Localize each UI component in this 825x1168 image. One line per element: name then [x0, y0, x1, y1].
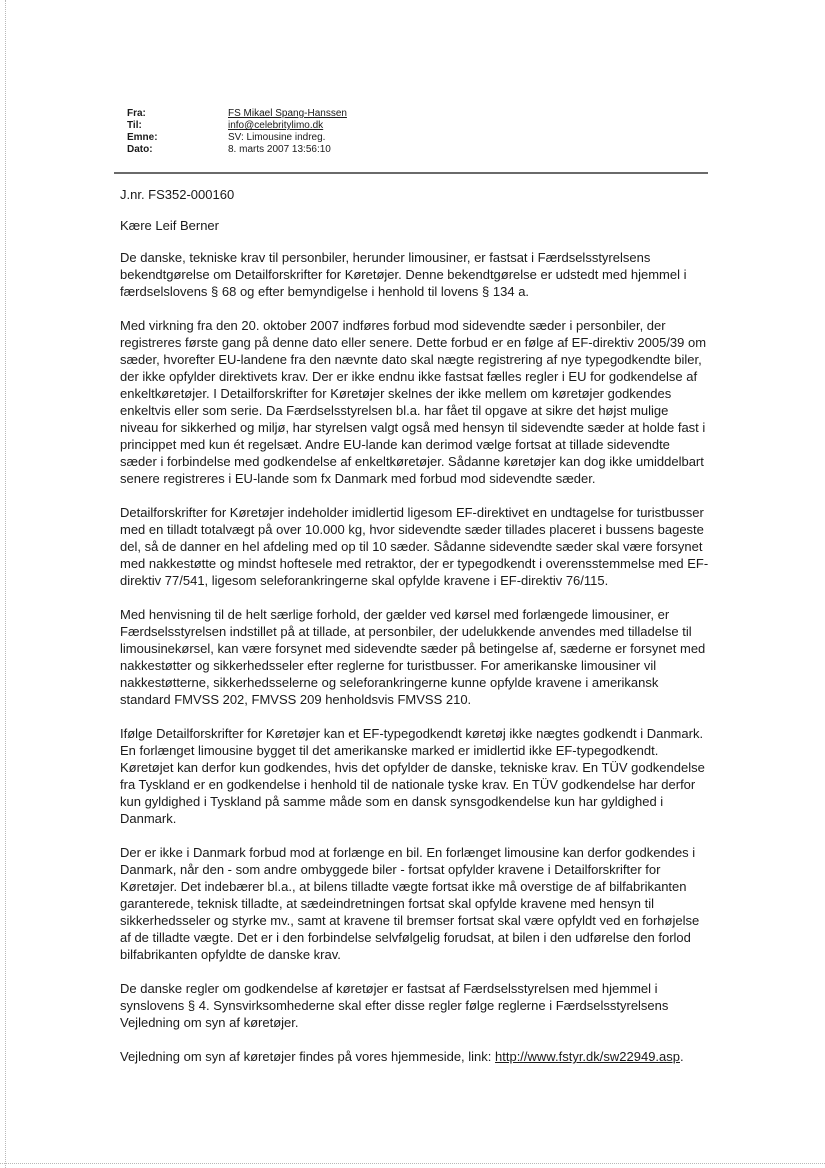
header-value-subject: SV: Limousine indreg.	[228, 132, 326, 143]
letter-body	[120, 186, 710, 1082]
paragraph-1: De danske, tekniske krav til personbiler, herunder limousiner, er fastsat i Færdselsstyrelsens bekendtgørelse om Detailforskrifter for Køretøjer. Denne bekendtgørelse er udstedt med hjemmel i færdselslovens § 68 og efter bemyndigelse i henhold til lovens § 134 a.	[120, 250, 687, 299]
closing-period: .	[680, 1049, 684, 1064]
header-value-from[interactable]: FS Mikael Spang-Hanssen	[228, 108, 347, 119]
header-value-date: 8. marts 2007 13:56:10	[228, 144, 331, 155]
paragraph-7: De danske regler om godkendelse af køretøjer er fastsat af Færdselsstyrelsen med hjemmel i synslovens § 4. Synsvirksomhederne skal efter disse regler følge reglerne i Færdselsstyrelsens Vejledning om syn af køretøjer.	[120, 981, 669, 1030]
greeting: Kære Leif Berner	[120, 218, 219, 233]
header-row-date	[127, 144, 347, 156]
paragraph-6: Der er ikke i Danmark forbud mod at forlænge en bil. En forlænget limousine kan derfor godkendes i Danmark, når den - som andre ombyggede biler - fortsat opfylder kravene i Detailforskrifter for Køretøjer. Det indebærer bl.a., at bilens tilladte vægte fortsat ikke må overstige de af bilfabrikanten garanterede, teknisk tilladte, at sædeindretningen fortsat skal opfylde kravene med hensyn til sikkerhedsseler og styrke mv., samt at kravene til bremser fortsat skal være opfyldt ved en forhøjelse af de tilladte vægte. Det er i den forbindelse selvfølgelig forudsat, at bilen i den udførelse den forlod bilfabrikanten opfyldte de danske krav.	[120, 845, 700, 962]
reference-number: J.nr. FS352-000160	[120, 187, 235, 202]
header-value-to[interactable]: info@celebritylimo.dk	[228, 120, 324, 131]
header-row-subject	[127, 132, 347, 144]
header-row-to	[127, 120, 347, 132]
closing-paragraph	[120, 1048, 710, 1065]
paragraph-2: Med virkning fra den 20. oktober 2007 indføres forbud mod sidevendte sæder i personbiler, der registreres første gang på denne dato eller senere. Dette forbud er en følge af EF-direktiv 2005/39 om sæder, hvorefter EU-landene fra den nævnte dato skal nægte registrering af nye typegodkendte biler, der ikke opfylder direktivets krav. Der er ikke endnu ikke fastsat fælles regler i EU for godkendelse af enkeltkøretøjer. I Detailforskrifter for Køretøjer skelnes der ikke mellem om køretøjer godkendes enkeltvis eller som serie. Da Færdselsstyrelsen bl.a. har fået til opgave at sikre det højst mulige niveau for sikkerhed og miljø, har styrelsen valgt også med hensyn til sidevendte sæder at holde fast i princippet med kun ét regelsæt. Andre EU-lande kan derimod vælge fortsat at tillade sidevendte sæder i forbindelse med godkendelse af enkeltkøretøjer. Sådanne køretøjer kan dog ikke umiddelbart senere registreres i EU-lande som fx Danmark med forbud mod sidevendte sæder.	[120, 318, 707, 486]
closing-text: Vejledning om syn af køretøjer findes på vores hjemmeside, link:	[120, 1049, 496, 1064]
paragraph-3: Detailforskrifter for Køretøjer indeholder imidlertid ligesom EF-direktivet en undtagelse for turistbusser med en tilladt totalvægt på over 10.000 kg, hvor sidevendte sæder tillades placeret i bussens bageste del, så de danner en hel afdeling med op til 10 sæder. Sådanne sidevendte sæder skal være forsynet med nakkestøtte og mindst hoftesele med retraktor, der er typegodkendt i overensstemmelse med EF-direktiv 77/541, ligesom seleforankringerne skal opfylde kravene i EF-direktiv 76/115.	[120, 505, 709, 588]
scan-edge-bottom	[0, 1163, 825, 1164]
website-link[interactable]: http://www.fstyr.dk/sw22949.asp	[495, 1049, 680, 1064]
header-row-from	[127, 108, 347, 120]
email-header	[127, 108, 347, 156]
paragraph-4: Med henvisning til de helt særlige forhold, der gælder ved kørsel med forlængede limousiner, er Færdselsstyrelsen indstillet på at tillade, at personbiler, der udelukkende anvendes med tilladelse til limousinekørsel, kan være forsynet med sidevendte sæder på betingelse af, sæderne er forsynet med nakkestøtter og sikkerhedsseler efter reglerne for turistbusser. For amerikanske limousiner vil nakkestøtterne, sikkerhedsselerne og seleforankringerne kunne opfylde kravene i amerikansk standard FMVSS 202, FMVSS 209 henholdsvis FMVSS 210.	[120, 607, 706, 707]
header-label-date: Dato:	[127, 144, 153, 155]
header-label-from: Fra:	[127, 108, 146, 119]
header-label-to: Til:	[127, 120, 142, 131]
paragraph-5: Ifølge Detailforskrifter for Køretøjer kan et EF-typegodkendt køretøj ikke nægtes godkendt i Danmark. En forlænget limousine bygget til det amerikanske marked er imidlertid ikke EF-typegodkendt. Køretøjet kan derfor kun godkendes, hvis det opfylder de danske, tekniske krav. En TÜV godkendelse fra Tyskland er en godkendelse i henhold til de nationale tyske krav. En TÜV godkendelse har derfor kun gyldighed i Tyskland på samme måde som en dansk synsgodkendelse kun har gyldighed i Danmark.	[120, 726, 705, 826]
header-separator	[114, 172, 708, 174]
scan-edge-left	[5, 0, 6, 1168]
header-label-subject: Emne:	[127, 132, 158, 143]
